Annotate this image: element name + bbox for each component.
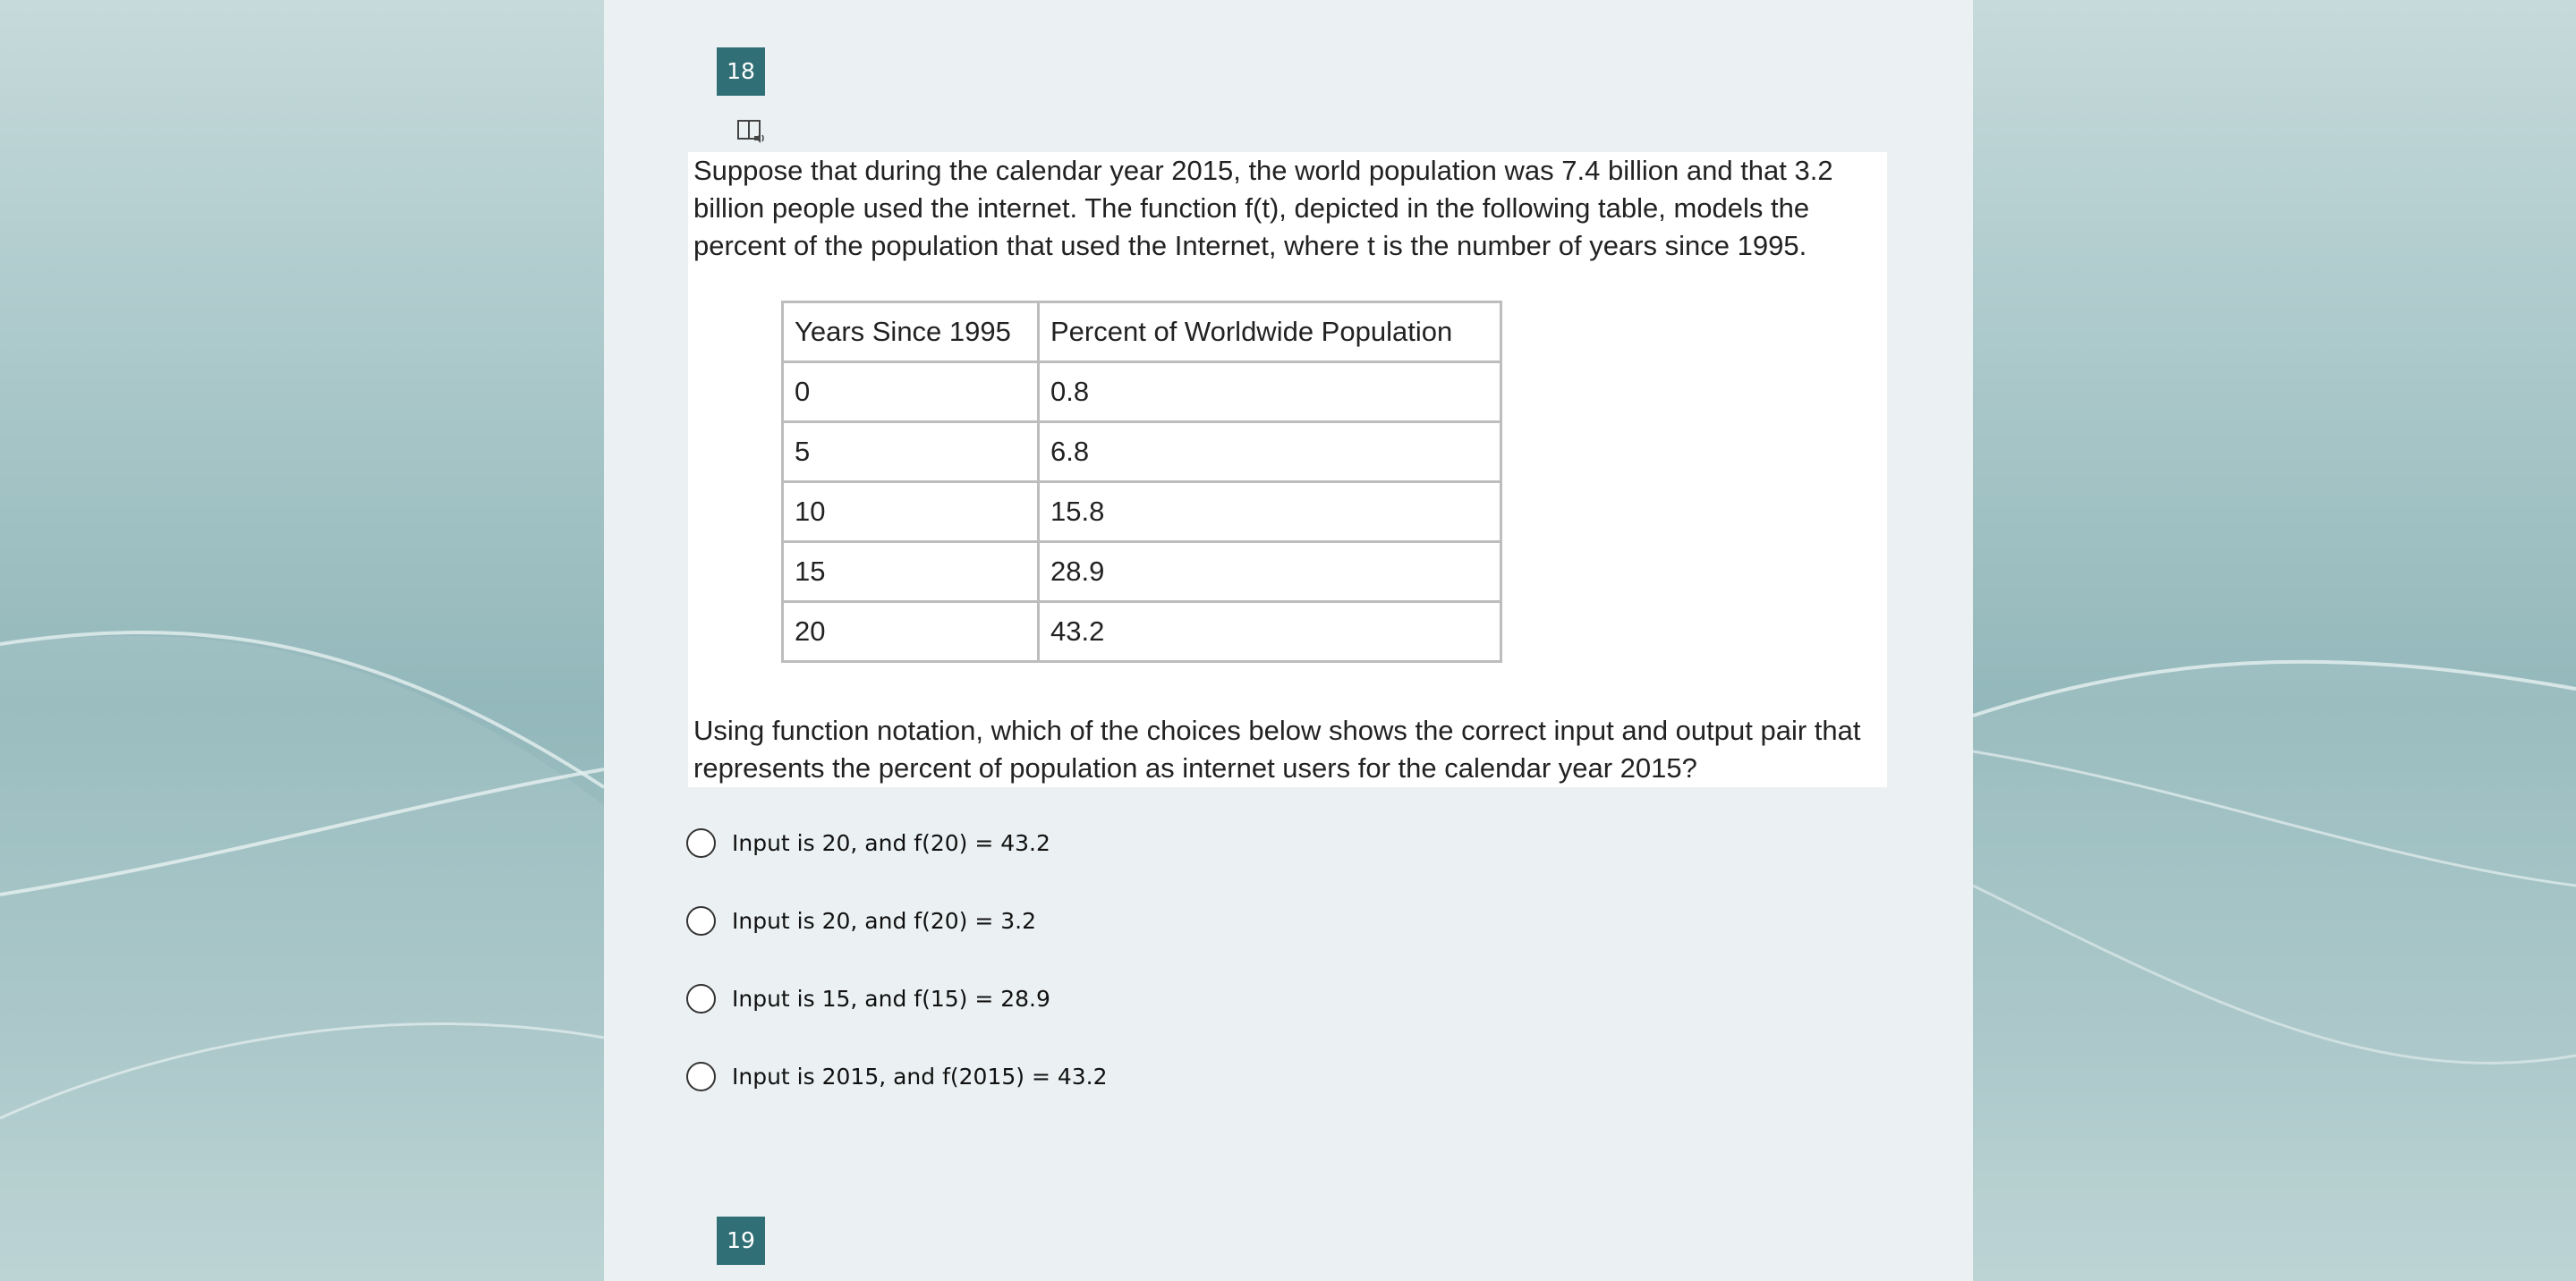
answer-choice-a[interactable] [686,823,1492,862]
answer-choice-c-label[interactable]: Input is 15, and f(15) = 28.9 [732,985,1050,1012]
text-to-speech-icon-graphic [736,118,767,145]
answer-choice-c[interactable] [686,979,1492,1018]
radio-button-c[interactable] [686,984,716,1014]
table-header-row [783,302,1501,362]
table-row [783,482,1501,542]
table-cell-years: 20 [783,602,1039,662]
table-cell-percent: 28.9 [1039,542,1501,602]
radio-button-a[interactable] [686,828,716,858]
table-cell-percent: 0.8 [1039,362,1501,422]
table-row [783,362,1501,422]
table-cell-percent: 43.2 [1039,602,1501,662]
table-row [783,602,1501,662]
table-cell-years: 5 [783,422,1039,482]
radio-button-b[interactable] [686,906,716,936]
table-cell-percent: 15.8 [1039,482,1501,542]
answer-choice-d[interactable] [686,1056,1492,1096]
text-to-speech-icon[interactable] [736,118,767,145]
assessment-panel [604,0,1973,1281]
question-18-content [688,152,1887,787]
table-cell-years: 10 [783,482,1039,542]
table-cell-percent: 6.8 [1039,422,1501,482]
table-row [783,542,1501,602]
question-18-prompt: Using function notation, which of the choices below shows the correct input and output pair that represents the percent of population as internet users for the calendar year 2015? [693,715,1861,784]
answer-choice-b-label[interactable]: Input is 20, and f(20) = 3.2 [732,907,1037,934]
radio-button-d[interactable] [686,1062,716,1091]
question-18-number-badge[interactable]: 18 [717,47,765,96]
table-cell-years: 0 [783,362,1039,422]
table-cell-years: 15 [783,542,1039,602]
table-header-percent: Percent of Worldwide Population [1039,302,1501,362]
answer-choice-d-label[interactable]: Input is 2015, and f(2015) = 43.2 [732,1063,1108,1090]
table-row [783,422,1501,482]
answer-choice-a-label[interactable]: Input is 20, and f(20) = 43.2 [732,829,1050,856]
table-header-years: Years Since 1995 [783,302,1039,362]
answer-choice-b[interactable] [686,901,1492,940]
internet-usage-table [781,301,1502,663]
question-19-number-badge[interactable]: 19 [717,1217,765,1265]
question-18-stem: Suppose that during the calendar year 2015, the world population was 7.4 billion and that 3.2 billion people used the internet. The function f(t), depicted in the following table, models the percent of the population that used the Internet, where t is the number of years since 1995. [693,155,1833,261]
